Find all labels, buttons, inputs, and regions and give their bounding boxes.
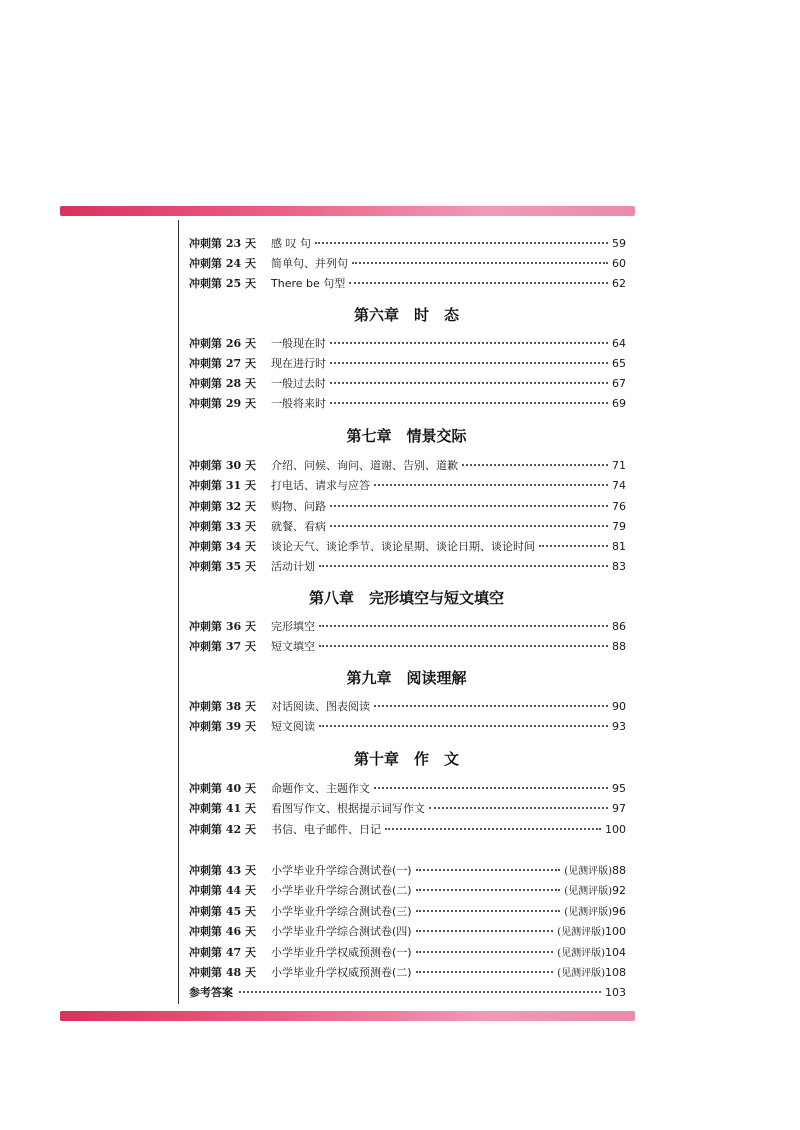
bottom-decorative-bar (60, 1011, 635, 1021)
chapter-heading-10: 第十章 作 文 (353, 750, 459, 768)
toc-entry-43[interactable]: 冲刺第 43 天 小学毕业升学综合测试卷(一) (见测评版) 88 (189, 864, 626, 877)
toc-entry-45[interactable]: 冲刺第 45 天 小学毕业升学综合测试卷(三) (见测评版) 96 (189, 905, 626, 918)
toc-entry-36[interactable]: 冲刺第 36 天 完形填空 86 (189, 620, 626, 633)
chapter-heading-9: 第九章 阅读理解 (346, 669, 467, 687)
toc-entry-29[interactable]: 冲刺第 29 天 一般将来时 69 (189, 397, 626, 410)
toc-entry-25[interactable]: 冲刺第 25 天 There be 句型 62 (189, 277, 626, 290)
toc-entry-46[interactable]: 冲刺第 46 天 小学毕业升学综合测试卷(四) (见测评版) 100 (189, 925, 626, 938)
toc-entry-23[interactable]: 冲刺第 23 天 感 叹 句 59 (189, 237, 626, 250)
toc-entry-41[interactable]: 冲刺第 41 天 看图写作文、根据提示词写作文 97 (189, 802, 626, 815)
top-decorative-bar (60, 206, 635, 216)
toc-entry-40[interactable]: 冲刺第 40 天 命题作文、主题作文 95 (189, 782, 626, 795)
toc-entry-37[interactable]: 冲刺第 37 天 短文填空 88 (189, 640, 626, 653)
toc-entry-28[interactable]: 冲刺第 28 天 一般过去时 67 (189, 377, 626, 390)
toc-entry-34[interactable]: 冲刺第 34 天 谈论天气、谈论季节、谈论星期、谈论日期、谈论时间 81 (189, 540, 626, 553)
toc-entry-31[interactable]: 冲刺第 31 天 打电话、请求与应答 74 (189, 479, 626, 492)
toc-entry-42[interactable]: 冲刺第 42 天 书信、电子邮件、日记 100 (189, 823, 626, 836)
toc-entry-38[interactable]: 冲刺第 38 天 对话阅读、图表阅读 90 (189, 700, 626, 713)
toc-entry-answers[interactable]: 参考答案 103 (189, 986, 626, 999)
toc-entry-26[interactable]: 冲刺第 26 天 一般现在时 64 (189, 337, 626, 350)
toc-entry-24[interactable]: 冲刺第 24 天 简单句、并列句 60 (189, 257, 626, 270)
toc-entry-48[interactable]: 冲刺第 48 天 小学毕业升学权威预测卷(二) (见测评版) 108 (189, 966, 626, 979)
chapter-heading-6: 第六章 时 态 (353, 306, 459, 324)
toc-entry-47[interactable]: 冲刺第 47 天 小学毕业升学权威预测卷(一) (见测评版) 104 (189, 946, 626, 959)
toc-entry-27[interactable]: 冲刺第 27 天 现在进行时 65 (189, 357, 626, 370)
table-of-contents (178, 220, 634, 1004)
toc-entry-35[interactable]: 冲刺第 35 天 活动计划 83 (189, 560, 626, 573)
toc-entry-33[interactable]: 冲刺第 33 天 就餐、看病 79 (189, 520, 626, 533)
chapter-heading-7: 第七章 情景交际 (346, 427, 467, 445)
toc-entry-39[interactable]: 冲刺第 39 天 短文阅读 93 (189, 720, 626, 733)
toc-entry-32[interactable]: 冲刺第 32 天 购物、问路 76 (189, 500, 626, 513)
chapter-heading-8: 第八章 完形填空与短文填空 (308, 589, 504, 607)
toc-entry-30[interactable]: 冲刺第 30 天 介绍、问候、询问、道谢、告别、道歉 71 (189, 459, 626, 472)
toc-entry-44[interactable]: 冲刺第 44 天 小学毕业升学综合测试卷(二) (见测评版) 92 (189, 884, 626, 897)
